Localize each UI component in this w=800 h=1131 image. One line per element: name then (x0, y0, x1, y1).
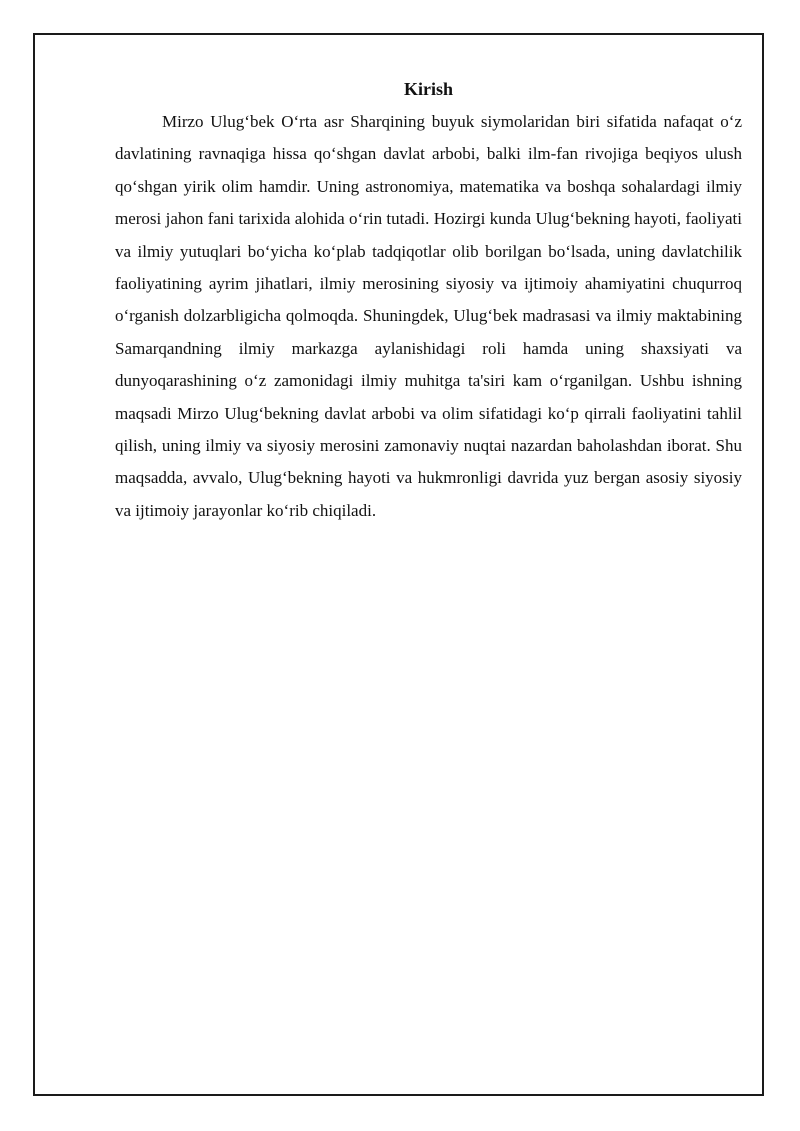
document-title: Kirish (403, 79, 453, 99)
introduction-paragraph: Mirzo Ulug‘bek O‘rta asr Sharqining buyuk siymolaridan biri sifatida nafaqat o‘z davlatining ravnaqiga hissa qo‘shgan davlat arbobi, balki ilm-fan rivojiga beqiyos ulush qo‘shgan yirik olim hamdir. Uning astronomiya, matematika va boshqa sohalardagi ilmiy merosi jahon fani tarixida alohida o‘rin tutadi. Hozirgi kunda Ulug‘bekning hayoti, faoliyati va ilmiy yutuqlari bo‘yicha ko‘plab tadqiqotlar olib borilgan bo‘lsada, uning davlatchilik faoliyatining ayrim jihatlari, ilmiy merosining siyosiy va ijtimoiy ahamiyatini chuqurroq o‘rganish dolzarbligicha qolmoqda. Shuningdek, Ulug‘bek madrasasi va ilmiy maktabining Samarqandning ilmiy markazga aylanishidagi roli hamda uning shaxsiyati va dunyoqarashining o‘z zamonidagi ilmiy muhitga ta'siri kam o‘rganilgan. Ushbu ishning maqsadi Mirzo Ulug‘bekning davlat arbobi va olim sifatidagi ko‘p qirrali faoliyatini tahlil qilish, uning ilmiy va siyosiy merosini zamonaviy nuqtai nazardan baholashdan iborat. Shu maqsadda, avvalo, Ulug‘bekning hayoti va hukmronligi davrida yuz bergan asosiy siyosiy va ijtimoiy jarayonlar ko‘rib chiqiladi. (115, 112, 742, 520)
document-body (115, 74, 742, 527)
